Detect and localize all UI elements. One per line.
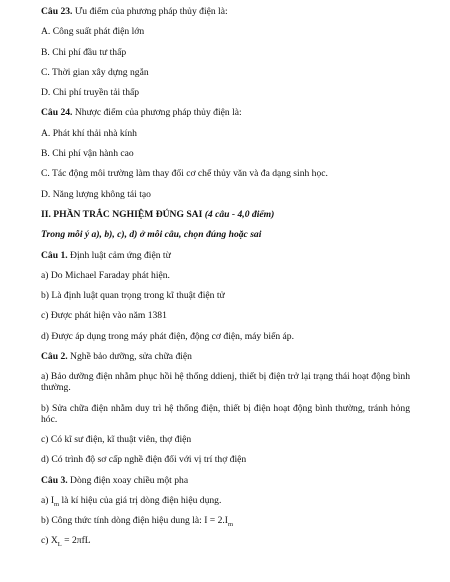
tf-question-1 [41,250,410,261]
question-label: Câu 2. [41,351,68,363]
statement-text: là kí hiệu của giá trị dòng điện hiệu dụng. [59,494,222,506]
statement-d: d) Được áp dụng trong máy phát điện, động cơ điện, máy biến áp. [41,330,294,342]
statement-d: d) Có trình độ sơ cấp nghề điện đối với vị trí thợ điện [41,454,247,466]
subscript: L [57,541,62,549]
question-text: Ưu điểm của phương pháp thủy điện là: [72,6,228,17]
statement-a: a) Bảo dưỡng điện nhằm phục hồi hệ thống ddienj, thiết bị điện trở lại trạng thái hoạt động bình thường. [41,371,410,394]
section-heading [41,209,410,220]
question-label: Câu 1. [41,249,68,261]
statement-c: c) Được phát hiện vào năm 1381 [41,310,167,322]
question-text: Nhược điểm của phương pháp thủy điện là: [72,107,242,119]
option-a: A. Công suất phát điện lớn [41,26,145,38]
option-d: D. Năng lượng không tái tạo [41,188,151,200]
question-label: Câu 3. [41,474,68,486]
question-text: Định luật cảm ứng điện từ [67,249,171,261]
option-d: D. Chi phí truyền tải thấp [41,87,140,99]
statement-a: a) Do Michael Faraday phát hiện. [41,269,170,281]
subscript: m [228,521,234,529]
tf-question-2 [41,351,410,362]
statement-text: = 2πfL [61,535,91,547]
statement-c: c) Có kĩ sư điện, kĩ thuật viên, thợ điện [41,433,192,445]
question-23 [41,6,410,17]
tf-question-3 [41,475,410,486]
question-label: Câu 24. [41,107,73,119]
section-score-note: (4 câu - 4,0 điểm) [204,208,275,220]
option-c: C. Tác động môi trường làm thay đổi cơ chế thủy văn và đa dạng sinh học. [41,168,328,180]
statement-text: c) X [41,535,58,547]
statement-c [41,535,410,549]
option-b: B. Chi phí đầu tư thấp [41,46,127,58]
question-text: Dòng điện xoay chiều một pha [67,474,189,486]
subscript: m [54,500,60,508]
statement-text: b) Công thức tính dòng điện hiệu dung là: I = 2.I [41,515,229,527]
statement-text: a) I [41,494,55,506]
statement-a [41,495,410,506]
option-a: A. Phát khí thải nhà kính [41,127,137,139]
section-instruction: Trong mỗi ý a), b), c), d) ở mỗi câu, chọn đúng hoặc sai [41,229,262,241]
option-b: B. Chi phí vận hành cao [41,148,134,160]
statement-b: b) Là định luật quan trọng trong kĩ thuật điện tử [41,290,225,302]
question-text: Nghề bảo dưỡng, sửa chữa điện [67,351,192,363]
question-24 [41,107,410,118]
section-title: II. PHẦN TRẮC NGHIỆM ĐÚNG SAI [41,208,205,220]
question-label: Câu 23. [41,6,73,17]
statement-b [41,515,410,529]
statement-b: b) Sửa chữa điện nhằm duy trì hệ thống điện, thiết bị điện hoạt động bình thường, tránh hỏng hóc. [41,402,410,425]
option-c: C. Thời gian xây dựng ngắn [41,66,149,78]
